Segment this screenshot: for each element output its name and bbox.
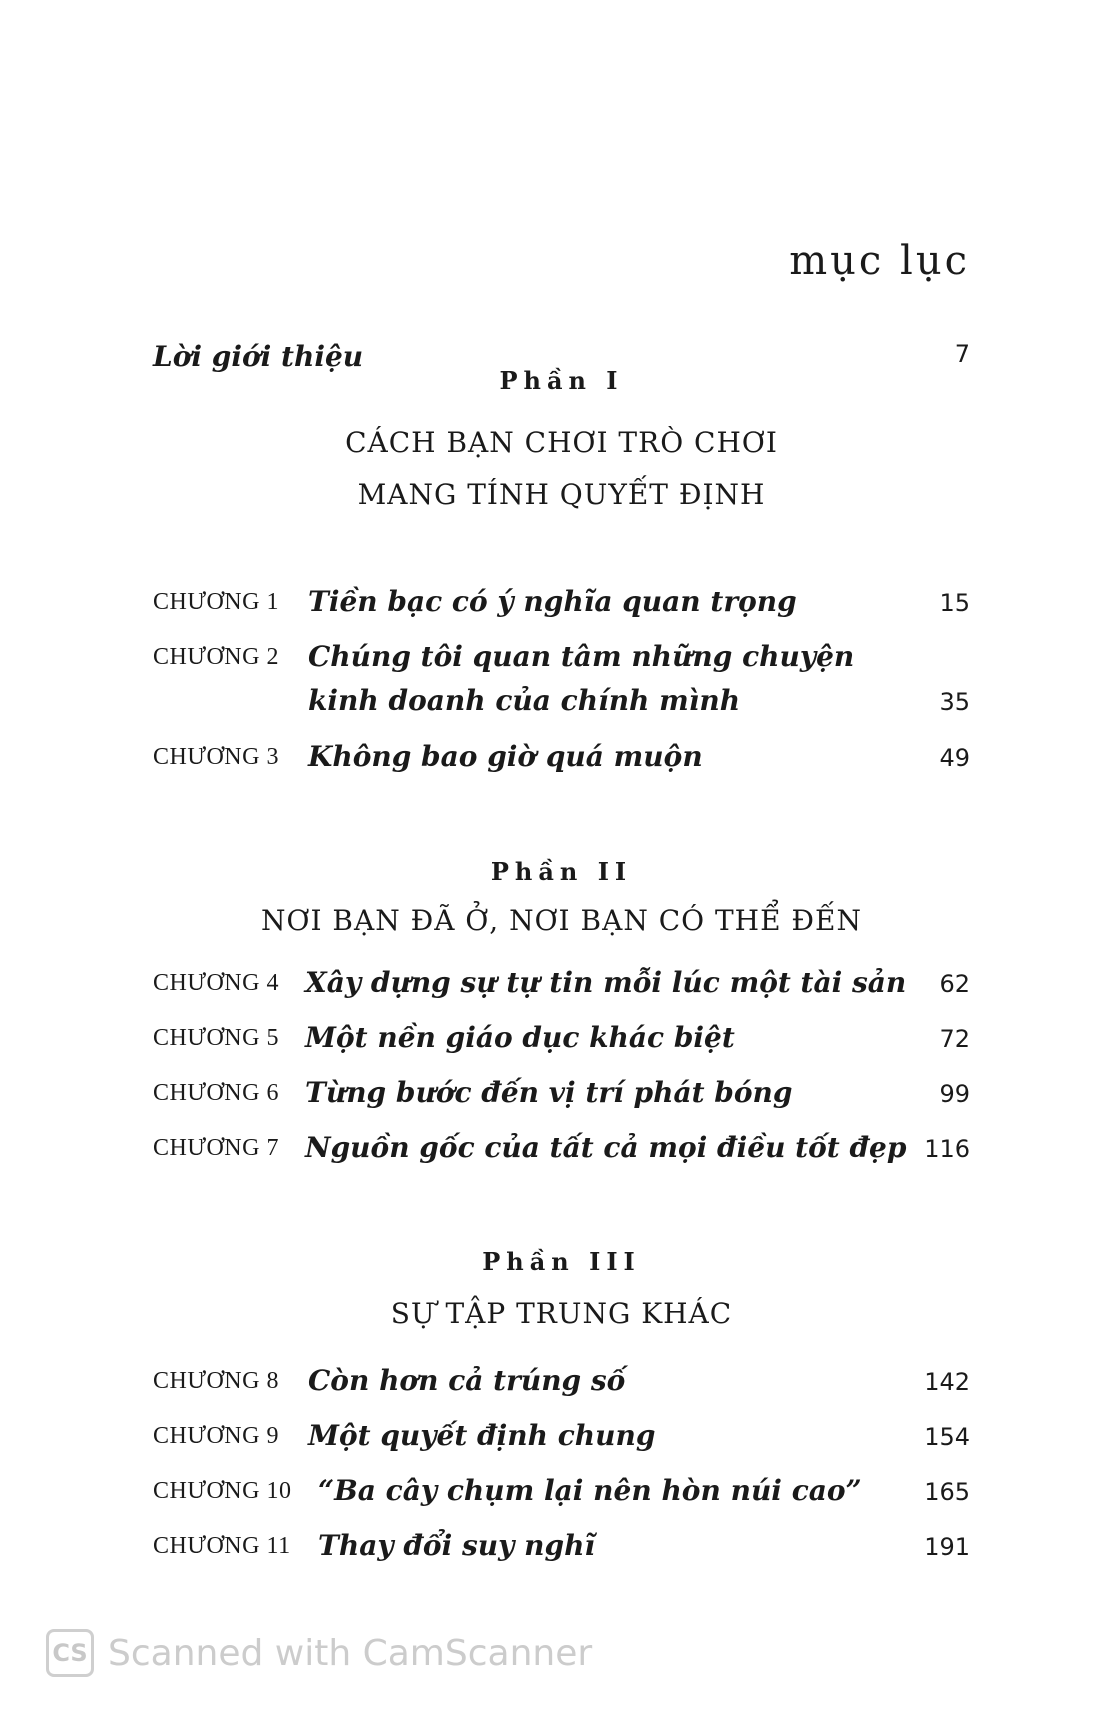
toc-entry — [153, 1364, 970, 1404]
toc-entry — [153, 1131, 970, 1171]
chapter-title: Còn hơn cả trúng số — [308, 1364, 626, 1397]
chapter-title: Không bao giờ quá muộn — [308, 740, 703, 773]
chapter-page-number: 116 — [924, 1135, 970, 1163]
chapter-title: Từng bước đến vị trí phát bóng — [305, 1076, 793, 1109]
chapter-label: CHƯƠNG 7 — [153, 1135, 279, 1161]
chapter-title: Xây dựng sự tự tin mỗi lúc một tài sản — [305, 966, 907, 999]
toc-entry — [153, 1021, 970, 1061]
toc-entry — [153, 1076, 970, 1116]
toc-entry — [153, 585, 970, 625]
chapter-page-number: 154 — [924, 1423, 970, 1451]
toc-entry — [153, 1474, 970, 1514]
chapter-title: Nguồn gốc của tất cả mọi điều tốt đẹp — [305, 1131, 907, 1164]
chapter-title: Tiền bạc có ý nghĩa quan trọng — [308, 585, 797, 618]
chapter-label: CHƯƠNG 10 — [153, 1478, 292, 1504]
toc-entry — [153, 1419, 970, 1459]
chapter-label: CHƯƠNG 3 — [153, 744, 279, 770]
part-3-label: Phần III — [482, 1247, 641, 1276]
part-2-title-line-1: NƠI BẠN ĐÃ Ở, NƠI BẠN CÓ THỂ ĐẾN — [261, 904, 862, 937]
part-2-label: Phần II — [490, 857, 633, 886]
chapter-label: CHƯƠNG 5 — [153, 1025, 279, 1051]
chapter-title: “Ba cây chụm lại nên hòn núi cao” — [318, 1474, 862, 1507]
part-3-title-line-1: SỰ TẬP TRUNG KHÁC — [390, 1297, 733, 1330]
toc-entry — [153, 966, 970, 1006]
chapter-page-number: 165 — [924, 1478, 970, 1506]
camscanner-logo-icon: CS — [46, 1629, 94, 1677]
chapter-title: Chúng tôi quan tâm những chuyện — [308, 640, 855, 673]
toc-entry — [153, 640, 970, 730]
chapter-label: CHƯƠNG 2 — [153, 644, 279, 670]
chapter-label: CHƯƠNG 4 — [153, 970, 279, 996]
chapter-page-number: 72 — [939, 1025, 970, 1053]
chapter-label: CHƯƠNG 9 — [153, 1423, 279, 1449]
page-title: mục lục — [789, 238, 970, 284]
toc-entry — [153, 1529, 970, 1569]
chapter-page-number: 62 — [939, 970, 970, 998]
chapter-label: CHƯƠNG 11 — [153, 1533, 291, 1559]
chapter-page-number: 191 — [924, 1533, 970, 1561]
part-1-label: Phần I — [499, 366, 624, 395]
intro-page-number: 7 — [954, 340, 970, 368]
chapter-title: Một quyết định chung — [308, 1419, 656, 1452]
chapter-page-number: 142 — [924, 1368, 970, 1396]
intro-title: Lời giới thiệu — [153, 340, 364, 373]
toc-entry — [153, 740, 970, 780]
chapter-page-number: 35 — [939, 688, 970, 716]
watermark-text: Scanned with CamScanner — [108, 1633, 593, 1674]
chapter-label: CHƯƠNG 6 — [153, 1080, 279, 1106]
chapter-label: CHƯƠNG 8 — [153, 1368, 279, 1394]
chapter-label: CHƯƠNG 1 — [153, 589, 279, 615]
chapter-page-number: 99 — [939, 1080, 970, 1108]
chapter-title: Thay đổi suy nghĩ — [318, 1529, 596, 1562]
part-1-title-line-1: CÁCH BẠN CHƠI TRÒ CHƠI — [345, 426, 778, 459]
chapter-page-number: 15 — [939, 589, 970, 617]
chapter-title-continued: kinh doanh của chính mình — [308, 684, 741, 717]
chapter-title: Một nền giáo dục khác biệt — [305, 1021, 735, 1054]
part-1-title-line-2: MANG TÍNH QUYẾT ĐỊNH — [357, 478, 766, 511]
chapter-page-number: 49 — [939, 744, 970, 772]
